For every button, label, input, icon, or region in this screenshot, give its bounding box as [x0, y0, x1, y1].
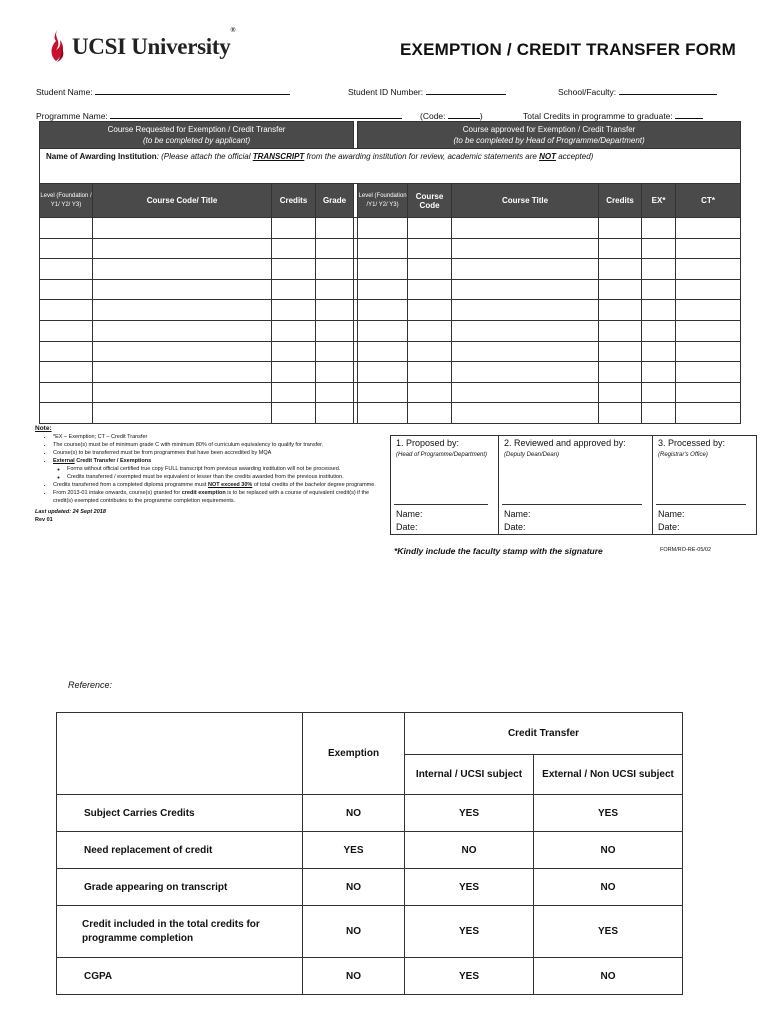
col-ex: EX*: [642, 184, 676, 218]
form-cell[interactable]: [40, 218, 93, 239]
signature-line[interactable]: [656, 504, 746, 505]
form-cell[interactable]: [93, 259, 272, 280]
form-cell[interactable]: [676, 279, 741, 300]
ref-cell: NO: [303, 906, 405, 958]
form-cell[interactable]: [452, 341, 599, 362]
form-cell[interactable]: [599, 320, 642, 341]
awarding-institution-field[interactable]: Name of Awarding Institution: (Please attach the official TRANSCRIPT from the awarding institution for review, academic statements are NOT accepted): [40, 149, 741, 184]
form-cell[interactable]: [676, 259, 741, 280]
ref-cell: NO: [534, 869, 683, 906]
form-cell[interactable]: [272, 320, 316, 341]
form-cell[interactable]: [452, 362, 599, 383]
form-cell[interactable]: [408, 382, 452, 403]
form-cell[interactable]: [599, 300, 642, 321]
signature-box-proposed[interactable]: 1. Proposed by: (Head of Programme/Department) Name: Date:: [391, 436, 499, 535]
form-cell[interactable]: [358, 362, 408, 383]
form-cell[interactable]: [676, 300, 741, 321]
last-updated: Last updated: 24 Sept 2018: [35, 509, 106, 515]
ref-cell: YES: [303, 832, 405, 869]
ref-cell: NO: [303, 869, 405, 906]
form-cell[interactable]: [316, 300, 354, 321]
note-item: • The course(s) must be of minimum grade C with minimum 80% of curriculum equivalency to qualify for transfer.: [53, 441, 380, 449]
form-row: [40, 403, 741, 424]
form-cell[interactable]: [93, 382, 272, 403]
signature-box-processed[interactable]: 3. Processed by: (Registrar's Office) Name: Date:: [653, 436, 757, 535]
form-cell[interactable]: [272, 403, 316, 424]
form-cell[interactable]: [93, 279, 272, 300]
form-cell[interactable]: [408, 238, 452, 259]
form-cell[interactable]: [599, 279, 642, 300]
form-cell[interactable]: [358, 238, 408, 259]
form-cell[interactable]: [40, 300, 93, 321]
ref-col-external: External / Non UCSI subject: [534, 755, 683, 795]
form-cell[interactable]: [452, 259, 599, 280]
signature-table: [390, 435, 757, 535]
note-item-intake: • From 2013-01 intake onwards, course(s) granted for credit exemption is to be replaced with a course of equivalent credit(s) if the credit(s) exempted contributes to the programme completion requirements.: [53, 489, 380, 505]
ref-cell: NO: [405, 832, 534, 869]
student-name-field[interactable]: Student Name:: [36, 86, 290, 97]
form-cell[interactable]: [408, 320, 452, 341]
ref-col-credit-transfer: Credit Transfer: [405, 713, 683, 755]
note-item: • Course(s) to be transferred must be from programmes that have been accredited by MQA: [53, 449, 380, 457]
approval-section-header: Course approved for Exemption / Credit Transfer (to be completed by Head of Programme/Department): [358, 122, 741, 149]
form-cell[interactable]: [452, 300, 599, 321]
form-row: [40, 382, 741, 403]
form-row: [40, 320, 741, 341]
ref-cell: YES: [405, 869, 534, 906]
university-logo: [48, 28, 235, 66]
form-cell[interactable]: [272, 238, 316, 259]
form-cell[interactable]: [40, 320, 93, 341]
form-cell[interactable]: [272, 259, 316, 280]
form-row: [40, 259, 741, 280]
col-level: Level (Foundation / Y1/ Y2/ Y3): [40, 184, 93, 218]
total-credits-field[interactable]: Total Credits in programme to graduate:: [523, 110, 703, 121]
form-cell[interactable]: [272, 300, 316, 321]
form-cell[interactable]: [408, 259, 452, 280]
ref-cell: YES: [405, 906, 534, 958]
form-cell[interactable]: [642, 238, 676, 259]
ref-row-label: Need replacement of credit: [57, 832, 303, 869]
col-course-title: Course Title: [452, 184, 599, 218]
form-cell[interactable]: [676, 218, 741, 239]
form-cell[interactable]: [272, 279, 316, 300]
applicant-section-header: Course Requested for Exemption / Credit Transfer (to be completed by applicant): [40, 122, 354, 149]
ref-row-label: Subject Carries Credits: [57, 795, 303, 832]
form-cell[interactable]: [408, 403, 452, 424]
form-cell[interactable]: [93, 238, 272, 259]
form-cell[interactable]: [408, 341, 452, 362]
ref-row-label: Credit included in the total credits for programme completion: [57, 906, 303, 958]
form-cell[interactable]: [452, 382, 599, 403]
note-item-external: • External Credit Transfer / Exemptions ◦ Forms without official certified true copy FULL transcript from previous awarding institution will not be processed. ◦ Credits transferred / exempted must be equivalent or lesser than the credits awarded from the previous institution.: [53, 457, 380, 481]
form-cell[interactable]: [358, 341, 408, 362]
form-cell[interactable]: [452, 279, 599, 300]
programme-name-field[interactable]: Programme Name:: [36, 110, 402, 121]
ref-col-exemption: Exemption: [303, 713, 405, 795]
form-title: EXEMPTION / CREDIT TRANSFER FORM: [400, 40, 737, 59]
form-cell[interactable]: [599, 382, 642, 403]
signature-box-reviewed[interactable]: 2. Reviewed and approved by: (Deputy Dean/Dean) Name: Date:: [499, 436, 653, 535]
form-cell[interactable]: [599, 362, 642, 383]
form-cell[interactable]: [408, 300, 452, 321]
ref-row-label: CGPA: [57, 958, 303, 995]
form-row: [40, 300, 741, 321]
form-cell[interactable]: [452, 238, 599, 259]
form-cell[interactable]: [40, 362, 93, 383]
form-cell[interactable]: [599, 341, 642, 362]
ref-row-label: Grade appearing on transcript: [57, 869, 303, 906]
form-cell[interactable]: [272, 341, 316, 362]
form-cell[interactable]: [358, 259, 408, 280]
form-cell[interactable]: [40, 341, 93, 362]
form-cell[interactable]: [316, 279, 354, 300]
form-cell[interactable]: [642, 320, 676, 341]
form-cell[interactable]: [599, 403, 642, 424]
ref-cell: NO: [534, 958, 683, 995]
form-row: [40, 238, 741, 259]
form-cell[interactable]: [93, 218, 272, 239]
stamp-note: *Kindly include the faculty stamp with the signature: [394, 546, 603, 556]
revision: Rev 01: [35, 517, 53, 523]
reference-corner: [57, 713, 303, 795]
form-cell[interactable]: [676, 362, 741, 383]
school-faculty-field[interactable]: School/Faculty:: [558, 86, 717, 97]
ref-cell: NO: [534, 832, 683, 869]
form-cell[interactable]: [40, 382, 93, 403]
form-cell[interactable]: [642, 341, 676, 362]
signature-line[interactable]: [502, 504, 642, 505]
form-cell[interactable]: [93, 320, 272, 341]
student-id-field[interactable]: Student ID Number:: [348, 86, 506, 97]
form-cell[interactable]: [316, 382, 354, 403]
form-cell[interactable]: [452, 218, 599, 239]
form-cell[interactable]: [316, 403, 354, 424]
form-cell[interactable]: [93, 300, 272, 321]
form-cell[interactable]: [676, 341, 741, 362]
form-cell[interactable]: [40, 238, 93, 259]
note-item: • *EX – Exemption; CT – Credit Transfer: [53, 433, 380, 441]
form-cell[interactable]: [272, 362, 316, 383]
ref-cell: YES: [405, 958, 534, 995]
notes-section: [35, 425, 380, 524]
ref-col-internal: Internal / UCSI subject: [405, 755, 534, 795]
form-cell[interactable]: [452, 403, 599, 424]
form-cell[interactable]: [358, 218, 408, 239]
form-cell[interactable]: [358, 300, 408, 321]
form-cell[interactable]: [358, 382, 408, 403]
ref-cell: NO: [303, 958, 405, 995]
col-course-code: Course Code: [408, 184, 452, 218]
ref-cell: NO: [303, 795, 405, 832]
form-cell[interactable]: [40, 279, 93, 300]
form-row: [40, 218, 741, 239]
col-ct: CT*: [676, 184, 741, 218]
course-request-table: [39, 121, 741, 424]
form-cell[interactable]: [316, 238, 354, 259]
form-cell[interactable]: [642, 300, 676, 321]
form-cell[interactable]: [40, 259, 93, 280]
col-course-code-title: Course Code/ Title: [93, 184, 272, 218]
form-cell[interactable]: [676, 403, 741, 424]
reference-table: [56, 712, 683, 995]
form-cell[interactable]: [358, 320, 408, 341]
flame-logo-icon: [48, 28, 68, 66]
form-cell[interactable]: [408, 362, 452, 383]
form-cell[interactable]: [599, 218, 642, 239]
col-approved-level: Level (Foundation /Y1/ Y2/ Y3): [358, 184, 408, 218]
form-cell[interactable]: [316, 320, 354, 341]
form-cell[interactable]: [316, 341, 354, 362]
form-cell[interactable]: [599, 259, 642, 280]
reference-label: Reference:: [68, 680, 113, 690]
form-cell[interactable]: [599, 238, 642, 259]
col-credits: Credits: [272, 184, 316, 218]
form-row: [40, 362, 741, 383]
form-cell[interactable]: [676, 320, 741, 341]
form-cell[interactable]: [408, 218, 452, 239]
form-cell[interactable]: [452, 320, 599, 341]
form-cell[interactable]: [272, 382, 316, 403]
note-sub-item: ◦ Credits transferred / exempted must be equivalent or lesser than the credits awarded from the previous institution.: [67, 473, 380, 481]
note-sub-item: ◦ Forms without official certified true copy FULL transcript from previous awarding institution will not be processed.: [67, 465, 380, 473]
col-approved-credits: Credits: [599, 184, 642, 218]
programme-code-field[interactable]: (Code: ): [420, 111, 483, 121]
form-cell[interactable]: [642, 382, 676, 403]
note-item-diploma: • Credits transferred from a completed diploma programme must NOT exceed 30% of total credits of the bachelor degree programme.: [53, 481, 380, 489]
form-cell[interactable]: [358, 403, 408, 424]
form-cell[interactable]: [676, 382, 741, 403]
form-cell[interactable]: [93, 362, 272, 383]
form-cell[interactable]: [316, 259, 354, 280]
form-row: [40, 341, 741, 362]
form-number: FORM/RO-RE-05/02: [660, 547, 712, 553]
form-cell[interactable]: [93, 341, 272, 362]
form-cell[interactable]: [316, 218, 354, 239]
form-cell[interactable]: [40, 403, 93, 424]
signature-line[interactable]: [394, 504, 488, 505]
form-row: [40, 279, 741, 300]
form-cell[interactable]: [642, 279, 676, 300]
ref-cell: YES: [534, 795, 683, 832]
form-cell[interactable]: [93, 403, 272, 424]
ref-cell: YES: [405, 795, 534, 832]
form-cell[interactable]: [408, 279, 452, 300]
university-name: UCSI University®: [72, 26, 236, 59]
form-cell[interactable]: [316, 362, 354, 383]
form-cell[interactable]: [642, 218, 676, 239]
form-cell[interactable]: [272, 218, 316, 239]
ref-cell: YES: [534, 906, 683, 958]
notes-heading: Note:: [35, 425, 52, 432]
form-cell[interactable]: [642, 362, 676, 383]
form-cell[interactable]: [676, 238, 741, 259]
form-cell[interactable]: [642, 403, 676, 424]
form-cell[interactable]: [358, 279, 408, 300]
col-grade: Grade: [316, 184, 354, 218]
form-cell[interactable]: [642, 259, 676, 280]
